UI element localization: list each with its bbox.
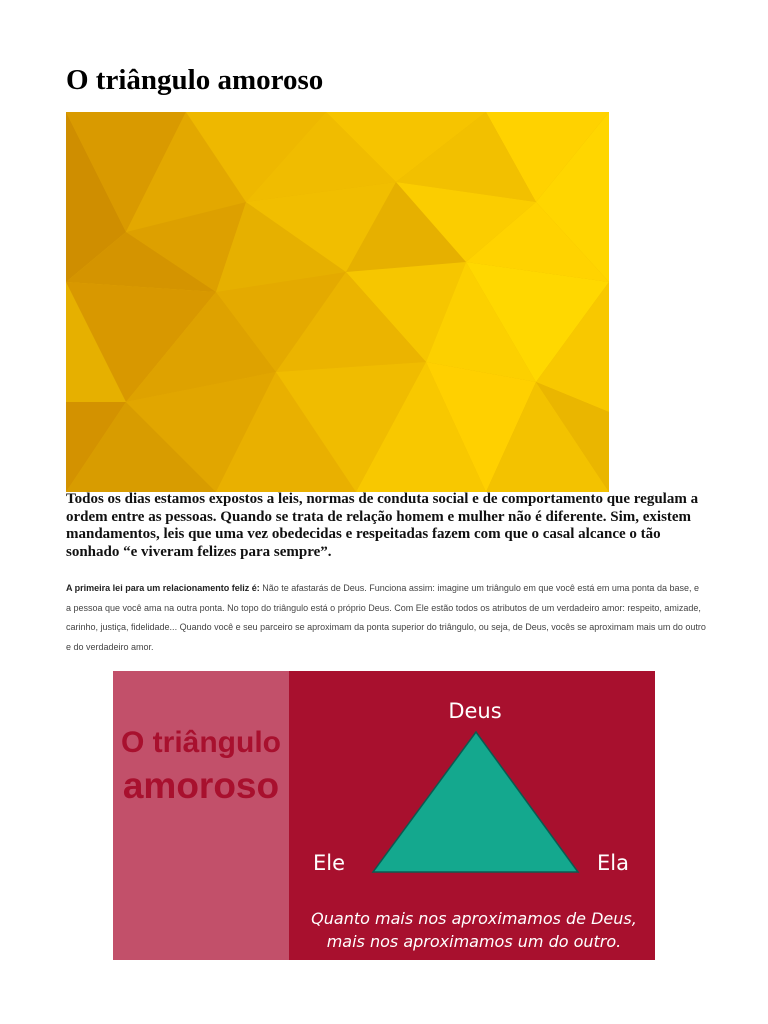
diagram-caption-line1: Quanto mais nos aproximamos de Deus, xyxy=(311,909,637,928)
label-ele: Ele xyxy=(312,851,346,875)
intro-paragraph: Todos os dias estamos expostos a leis, normas de conduta social e de comportamento que regulam a ordem entre as pessoas. Quando se trata de relação homem e mulher não é diferente. Sim, existem mandamentos, leis que uma vez obedecidas e respeitadas fazem com que o casal alcance o tão sonhado “e viveram felizes para sempre”. xyxy=(66,491,699,560)
first-law-text: Não te afastarás de Deus. Funciona assim: imagine um triângulo em que você está em uma ponta da base, e a pessoa que você ama na outra ponta. No topo do triângulo está o próprio Deus. Com Ele estão todos os atributos de um verdadeiro amor: respeito, amizade, carinho, justiça, fidelidade... Quando você e seu parceiro se aproximam da ponta superior do triângulo, ou seja, de Deus, vocês se aproximam mais um do outro e do verdadeiro amor. xyxy=(66,583,706,652)
diagram-title-line1: O triângulo xyxy=(121,726,281,759)
triangle-diagram-image xyxy=(113,671,655,960)
label-deus: Deus xyxy=(448,699,502,723)
diagram-title-line2: amoroso xyxy=(122,765,280,806)
diagram-caption-line2: mais nos aproximamos um do outro. xyxy=(326,932,622,951)
yellow-polygon-banner xyxy=(66,112,609,492)
diagram-left-panel xyxy=(113,671,289,960)
label-ela: Ela xyxy=(597,851,629,875)
first-law-paragraph xyxy=(66,579,706,657)
first-law-lead: A primeira lei para um relacionamento feliz é: xyxy=(66,583,260,593)
page-title: O triângulo amoroso xyxy=(66,64,324,96)
